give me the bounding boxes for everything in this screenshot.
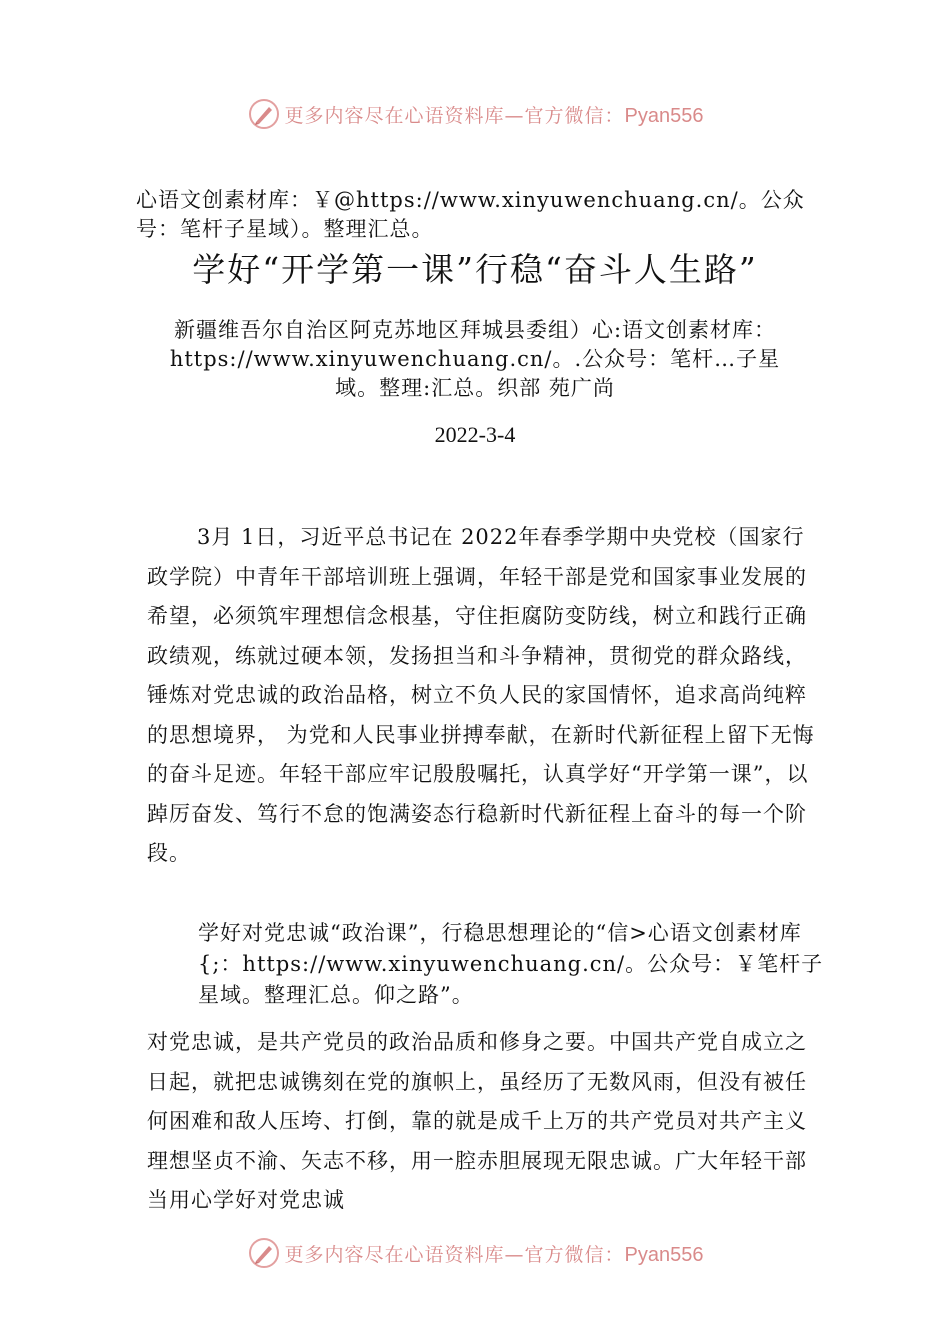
page-title: 学好“开学第一课”行稳“奋斗人生路”	[192, 250, 758, 289]
watermark-text: 更多内容尽在心语资料库—官方微信：Pyan556	[284, 1243, 704, 1266]
watermark-text: 更多内容尽在心语资料库—官方微信：Pyan556	[284, 104, 704, 127]
watermark-banner-top	[0, 94, 950, 134]
pen-logo-icon	[247, 97, 281, 131]
body-paragraph-1: 3月 1日，习近平总书记在 2022年春季学期中央党校（国家行政学院）中青年干部培训班上强调，年轻干部是党和国家事业发展的希望，必须筑牢理想信念根基，守住拒腐防变防线，树立和践行正确政绩观，练就过硬本领，发扬担当和斗争精神，贯彻党的群众路线，锤炼对党忠诚的政治品格，树立不负人民的家国情怀，追求高尚纯粹的思想境界， 为党和人民事业拼搏奉献，在新时代新征程上留下无悔的奋斗足迹。年轻干部应牢记殷殷嘱托，认真学好“开学第一课”，以踔厉奋发、笃行不怠的饱满姿态行稳新时代新征程上奋斗的每一个阶段。	[147, 525, 815, 865]
date: 2022-3-4	[434, 422, 516, 447]
watermark-banner-bottom	[0, 1233, 950, 1273]
header-note: 心语文创素材库：￥@https://www.xinyuwenchuang.cn/。公众号：笔杆子星域）。整理汇总。	[136, 188, 805, 241]
body-paragraph-2: 对党忠诚，是共产党员的政治品质和修身之要。中国共产党自成立之日起，就把忠诚镌刻在党的旗帜上，虽经历了无数风雨，但没有被任何困难和敌人压垮、打倒，靠的就是成千上万的共产党员对共产主义理想坚贞不渝、矢志不移，用一腔赤胆展现无限忠诚。广大年轻干部当用心学好对党忠诚	[147, 1030, 807, 1212]
pen-logo-icon	[247, 1236, 281, 1270]
watermark-id: Pyan556	[624, 104, 704, 127]
section-heading: 学好对党忠诚“政治课”，行稳思想理论的“信>心语文创素材库{;：https://www.xinyuwenchuang.cn/。公众号：￥笔杆子星域。整理汇总。仰之路”。	[198, 921, 824, 1007]
watermark-id: Pyan556	[624, 1243, 704, 1266]
author-line: 新疆维吾尔自治区阿克苏地区拜城县委组）心:语文创素材库：https://www.xinyuwenchuang.cn/。.公众号：笔杆…子星域。整理:汇总。织部 苑广尚	[169, 318, 781, 400]
